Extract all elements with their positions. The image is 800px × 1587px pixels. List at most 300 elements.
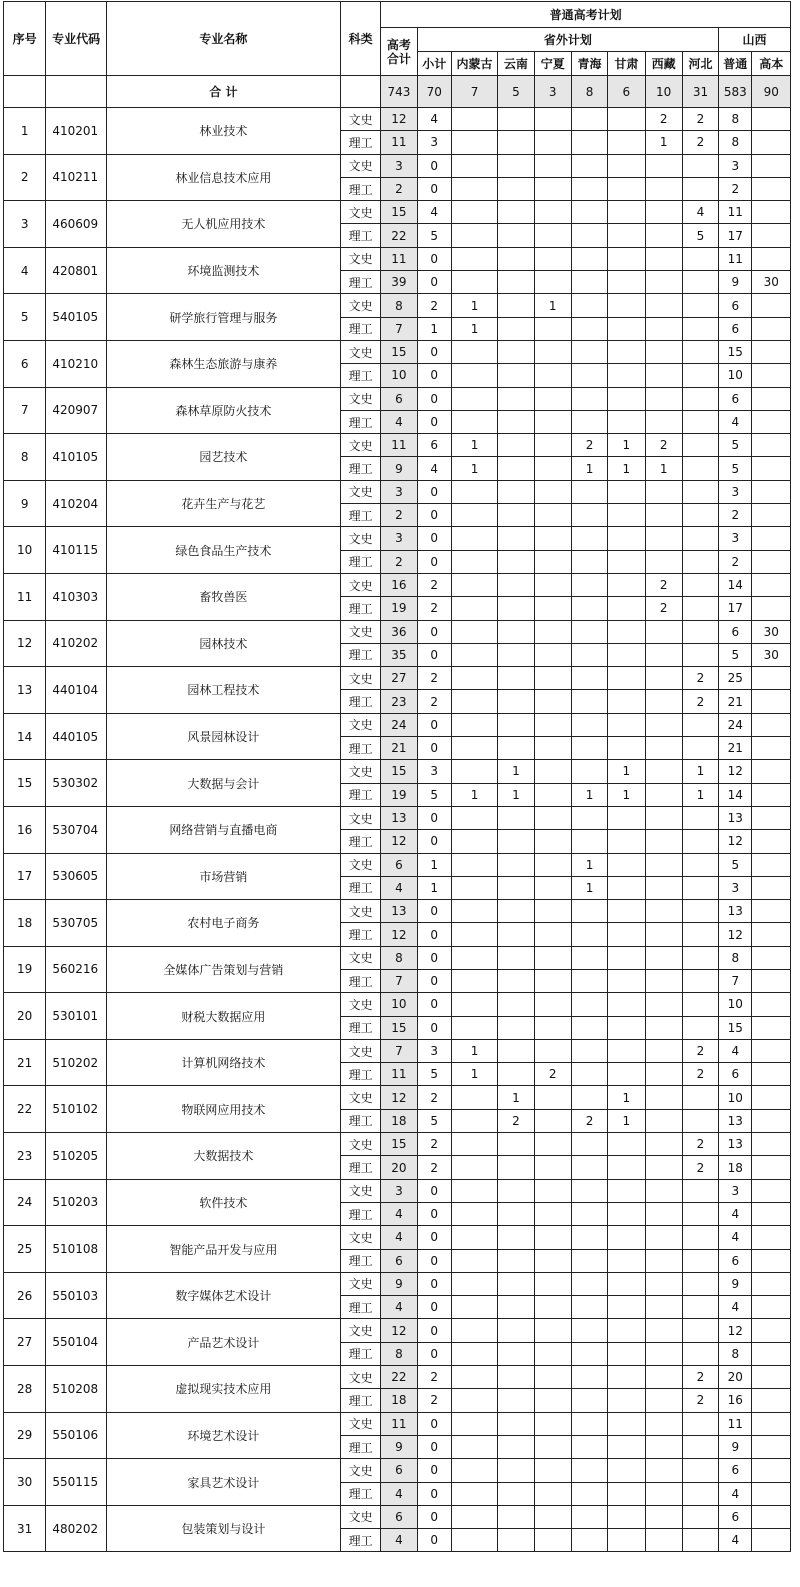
value-cell: 15 [719, 1016, 752, 1039]
total-cell: 10 [381, 993, 417, 1016]
value-cell [451, 154, 497, 177]
value-cell [571, 1296, 607, 1319]
value-cell [645, 876, 682, 899]
total-cell: 6 [381, 1249, 417, 1272]
value-cell [752, 1366, 791, 1389]
value-cell [645, 1319, 682, 1342]
value-cell: 13 [719, 900, 752, 923]
value-cell: 17 [719, 224, 752, 247]
total-cell: 4 [381, 410, 417, 433]
value-cell [498, 410, 534, 433]
value-cell [608, 573, 645, 596]
value-cell [534, 900, 571, 923]
value-cell: 8 [719, 131, 752, 154]
value-cell: 5 [719, 643, 752, 666]
value-cell [645, 667, 682, 690]
value-cell [534, 1226, 571, 1249]
value-cell [451, 504, 497, 527]
category-cell: 理工 [340, 1156, 380, 1179]
value-cell: 1 [534, 294, 571, 317]
table-row [4, 1179, 791, 1202]
value-cell [571, 154, 607, 177]
total-cell: 35 [381, 643, 417, 666]
value-cell [451, 131, 497, 154]
value-cell [571, 1133, 607, 1156]
value-cell: 15 [719, 340, 752, 363]
value-cell: 24 [719, 713, 752, 736]
category-cell: 理工 [340, 410, 380, 433]
header-province: 宁夏 [534, 52, 571, 76]
value-cell [571, 410, 607, 433]
value-cell [682, 271, 718, 294]
value-cell [645, 480, 682, 503]
value-cell [752, 1389, 791, 1412]
total-cell: 2 [381, 504, 417, 527]
category-cell: 文史 [340, 1226, 380, 1249]
value-cell [645, 1039, 682, 1062]
value-cell [534, 1505, 571, 1528]
table-row [4, 387, 791, 410]
value-cell: 1 [608, 434, 645, 457]
value-cell [451, 1389, 497, 1412]
totals-value: 90 [752, 76, 791, 108]
value-cell [571, 1272, 607, 1295]
major-code: 540105 [46, 294, 107, 341]
value-cell [645, 1086, 682, 1109]
value-cell [645, 1133, 682, 1156]
value-cell [534, 597, 571, 620]
value-cell [645, 1529, 682, 1552]
value-cell [451, 480, 497, 503]
category-cell: 文史 [340, 1505, 380, 1528]
value-cell [451, 340, 497, 363]
header-plan-title: 普通高考计划 [381, 2, 791, 28]
value-cell [752, 527, 791, 550]
major-name: 林业技术 [106, 108, 340, 155]
value-cell: 2 [417, 573, 451, 596]
value-cell [534, 154, 571, 177]
value-cell [498, 131, 534, 154]
value-cell [534, 550, 571, 573]
value-cell [571, 667, 607, 690]
value-cell: 10 [719, 993, 752, 1016]
value-cell [682, 713, 718, 736]
value-cell [534, 643, 571, 666]
value-cell [498, 1063, 534, 1086]
totals-value: 6 [608, 76, 645, 108]
value-cell: 1 [608, 457, 645, 480]
value-cell [451, 271, 497, 294]
value-cell: 0 [417, 1435, 451, 1458]
category-cell: 理工 [340, 1342, 380, 1365]
value-cell [498, 271, 534, 294]
value-cell: 13 [719, 806, 752, 829]
value-cell [645, 317, 682, 340]
value-cell [534, 1412, 571, 1435]
value-cell: 5 [417, 783, 451, 806]
value-cell [498, 1459, 534, 1482]
value-cell: 0 [417, 550, 451, 573]
major-code: 550115 [46, 1459, 107, 1506]
major-code: 510102 [46, 1086, 107, 1133]
major-seq: 31 [4, 1505, 46, 1552]
value-cell [645, 900, 682, 923]
value-cell [645, 993, 682, 1016]
value-cell [498, 1016, 534, 1039]
value-cell [752, 573, 791, 596]
value-cell: 6 [719, 387, 752, 410]
value-cell: 1 [645, 457, 682, 480]
value-cell [451, 1529, 497, 1552]
value-cell: 4 [719, 1296, 752, 1319]
total-cell: 18 [381, 1109, 417, 1132]
major-seq: 11 [4, 573, 46, 620]
value-cell: 5 [719, 853, 752, 876]
major-code: 530705 [46, 900, 107, 947]
value-cell [645, 830, 682, 853]
value-cell: 0 [417, 946, 451, 969]
value-cell [608, 853, 645, 876]
value-cell [682, 993, 718, 1016]
value-cell [645, 690, 682, 713]
category-cell: 文史 [340, 853, 380, 876]
major-code: 440105 [46, 713, 107, 760]
value-cell [645, 1179, 682, 1202]
value-cell [534, 946, 571, 969]
value-cell: 2 [498, 1109, 534, 1132]
value-cell [645, 1482, 682, 1505]
total-cell: 13 [381, 806, 417, 829]
major-seq: 9 [4, 480, 46, 527]
value-cell [534, 1342, 571, 1365]
table-row [4, 946, 791, 969]
value-cell [682, 504, 718, 527]
major-code: 530605 [46, 853, 107, 900]
major-seq: 16 [4, 806, 46, 853]
value-cell: 6 [719, 1063, 752, 1086]
category-cell: 理工 [340, 690, 380, 713]
value-cell: 0 [417, 504, 451, 527]
value-cell [534, 480, 571, 503]
value-cell [752, 1272, 791, 1295]
value-cell [645, 224, 682, 247]
value-cell [498, 923, 534, 946]
total-cell: 21 [381, 737, 417, 760]
value-cell: 5 [417, 1063, 451, 1086]
table-row [4, 713, 791, 736]
value-cell [752, 1319, 791, 1342]
value-cell [451, 1482, 497, 1505]
value-cell [645, 1016, 682, 1039]
table-row [4, 993, 791, 1016]
value-cell: 2 [534, 1063, 571, 1086]
total-cell: 10 [381, 364, 417, 387]
value-cell [571, 224, 607, 247]
value-cell: 2 [682, 1156, 718, 1179]
value-cell [608, 224, 645, 247]
value-cell [608, 201, 645, 224]
value-cell [451, 364, 497, 387]
value-cell [608, 271, 645, 294]
value-cell [451, 247, 497, 270]
value-cell [752, 387, 791, 410]
category-cell: 文史 [340, 573, 380, 596]
value-cell [608, 504, 645, 527]
value-cell [451, 1342, 497, 1365]
value-cell [498, 1249, 534, 1272]
total-cell: 4 [381, 1202, 417, 1225]
category-cell: 理工 [340, 830, 380, 853]
value-cell [608, 993, 645, 1016]
value-cell [752, 1459, 791, 1482]
value-cell [571, 993, 607, 1016]
value-cell [752, 1156, 791, 1179]
major-code: 410211 [46, 154, 107, 201]
value-cell [534, 853, 571, 876]
category-cell: 理工 [340, 1202, 380, 1225]
value-cell [608, 1366, 645, 1389]
category-cell: 理工 [340, 1482, 380, 1505]
major-code: 410115 [46, 527, 107, 574]
major-seq: 23 [4, 1133, 46, 1180]
major-seq: 4 [4, 247, 46, 294]
major-name: 园林技术 [106, 620, 340, 667]
value-cell [752, 993, 791, 1016]
value-cell [534, 760, 571, 783]
table-row [4, 201, 791, 224]
value-cell: 0 [417, 830, 451, 853]
value-cell [571, 271, 607, 294]
table-row [4, 480, 791, 503]
category-cell: 文史 [340, 667, 380, 690]
value-cell [645, 154, 682, 177]
value-cell [608, 108, 645, 131]
total-cell: 3 [381, 1179, 417, 1202]
total-cell: 6 [381, 1459, 417, 1482]
value-cell [645, 806, 682, 829]
category-cell: 文史 [340, 387, 380, 410]
value-cell [498, 1296, 534, 1319]
value-cell [608, 713, 645, 736]
total-cell: 15 [381, 201, 417, 224]
value-cell: 2 [719, 504, 752, 527]
total-cell: 24 [381, 713, 417, 736]
value-cell: 0 [417, 900, 451, 923]
value-cell [571, 946, 607, 969]
value-cell [645, 1366, 682, 1389]
value-cell [534, 364, 571, 387]
total-cell: 23 [381, 690, 417, 713]
value-cell [571, 1179, 607, 1202]
value-cell: 0 [417, 1226, 451, 1249]
value-cell [534, 1039, 571, 1062]
value-cell: 14 [719, 573, 752, 596]
value-cell: 2 [682, 1389, 718, 1412]
category-cell: 理工 [340, 1529, 380, 1552]
value-cell [608, 1202, 645, 1225]
major-seq: 30 [4, 1459, 46, 1506]
value-cell [645, 1226, 682, 1249]
value-cell [571, 1412, 607, 1435]
value-cell [682, 1179, 718, 1202]
category-cell: 理工 [340, 783, 380, 806]
table-row [4, 1319, 791, 1342]
major-code: 410303 [46, 573, 107, 620]
value-cell [682, 410, 718, 433]
category-cell: 文史 [340, 294, 380, 317]
value-cell [682, 1435, 718, 1458]
value-cell [645, 294, 682, 317]
value-cell [534, 969, 571, 992]
major-code: 410204 [46, 480, 107, 527]
value-cell: 0 [417, 527, 451, 550]
value-cell: 1 [571, 783, 607, 806]
major-seq: 28 [4, 1366, 46, 1413]
total-cell: 8 [381, 294, 417, 317]
category-cell: 理工 [340, 317, 380, 340]
total-cell: 3 [381, 527, 417, 550]
value-cell [608, 1319, 645, 1342]
value-cell: 1 [451, 457, 497, 480]
value-cell [498, 853, 534, 876]
value-cell: 1 [682, 783, 718, 806]
value-cell [608, 667, 645, 690]
totals-label: 合 计 [106, 76, 340, 108]
value-cell [752, 1039, 791, 1062]
value-cell [571, 923, 607, 946]
value-cell: 4 [719, 1482, 752, 1505]
value-cell: 11 [719, 201, 752, 224]
value-cell [752, 1412, 791, 1435]
category-cell: 文史 [340, 946, 380, 969]
value-cell: 1 [498, 760, 534, 783]
value-cell [682, 364, 718, 387]
major-code: 410201 [46, 108, 107, 155]
value-cell [534, 504, 571, 527]
header-seq: 序号 [4, 2, 46, 76]
value-cell [451, 573, 497, 596]
value-cell [451, 760, 497, 783]
value-cell [645, 364, 682, 387]
category-cell: 理工 [340, 177, 380, 200]
value-cell [682, 1529, 718, 1552]
value-cell [534, 737, 571, 760]
value-cell [498, 1202, 534, 1225]
total-cell: 2 [381, 550, 417, 573]
value-cell [451, 177, 497, 200]
value-cell: 2 [571, 1109, 607, 1132]
major-name: 数字媒体艺术设计 [106, 1272, 340, 1319]
table-row [4, 1086, 791, 1109]
value-cell [534, 457, 571, 480]
value-cell [682, 1482, 718, 1505]
value-cell [608, 830, 645, 853]
table-row [4, 806, 791, 829]
header-total: 高考合计 [381, 28, 417, 76]
category-cell: 文史 [340, 108, 380, 131]
value-cell: 13 [719, 1133, 752, 1156]
value-cell [645, 410, 682, 433]
total-cell: 18 [381, 1389, 417, 1412]
value-cell: 2 [417, 1156, 451, 1179]
value-cell [752, 900, 791, 923]
category-cell: 文史 [340, 527, 380, 550]
value-cell [534, 1086, 571, 1109]
value-cell: 2 [417, 690, 451, 713]
value-cell [534, 201, 571, 224]
value-cell [682, 923, 718, 946]
value-cell [451, 597, 497, 620]
value-cell [608, 1039, 645, 1062]
value-cell [451, 1202, 497, 1225]
value-cell: 0 [417, 643, 451, 666]
major-code: 410105 [46, 434, 107, 481]
value-cell [682, 550, 718, 573]
value-cell [645, 713, 682, 736]
value-cell [645, 1156, 682, 1179]
value-cell: 1 [645, 131, 682, 154]
value-cell: 0 [417, 1296, 451, 1319]
value-cell: 4 [719, 1202, 752, 1225]
value-cell [645, 1389, 682, 1412]
value-cell [571, 108, 607, 131]
value-cell [752, 1529, 791, 1552]
value-cell [608, 1412, 645, 1435]
value-cell: 14 [719, 783, 752, 806]
value-cell: 1 [498, 783, 534, 806]
total-cell: 11 [381, 131, 417, 154]
value-cell [608, 946, 645, 969]
value-cell [682, 1016, 718, 1039]
value-cell [498, 504, 534, 527]
major-seq: 6 [4, 340, 46, 387]
value-cell [451, 387, 497, 410]
header-subtotal: 小计 [417, 52, 451, 76]
value-cell: 1 [571, 876, 607, 899]
category-cell: 文史 [340, 201, 380, 224]
value-cell: 0 [417, 1249, 451, 1272]
value-cell: 0 [417, 993, 451, 1016]
major-seq: 2 [4, 154, 46, 201]
major-seq: 3 [4, 201, 46, 248]
value-cell [752, 853, 791, 876]
value-cell: 6 [719, 294, 752, 317]
value-cell [608, 550, 645, 573]
total-cell: 19 [381, 783, 417, 806]
value-cell: 21 [719, 690, 752, 713]
totals-value: 3 [534, 76, 571, 108]
category-cell: 理工 [340, 876, 380, 899]
value-cell [752, 690, 791, 713]
value-cell: 0 [417, 923, 451, 946]
value-cell: 5 [417, 224, 451, 247]
value-cell [451, 1505, 497, 1528]
value-cell [534, 667, 571, 690]
value-cell [608, 387, 645, 410]
value-cell: 2 [571, 434, 607, 457]
table-row [4, 853, 791, 876]
value-cell [498, 690, 534, 713]
major-name: 园林工程技术 [106, 667, 340, 714]
value-cell: 12 [719, 1319, 752, 1342]
category-cell: 文史 [340, 713, 380, 736]
value-cell [682, 597, 718, 620]
value-cell [608, 1435, 645, 1458]
value-cell: 30 [752, 620, 791, 643]
value-cell: 0 [417, 969, 451, 992]
total-cell: 12 [381, 923, 417, 946]
value-cell [571, 1459, 607, 1482]
